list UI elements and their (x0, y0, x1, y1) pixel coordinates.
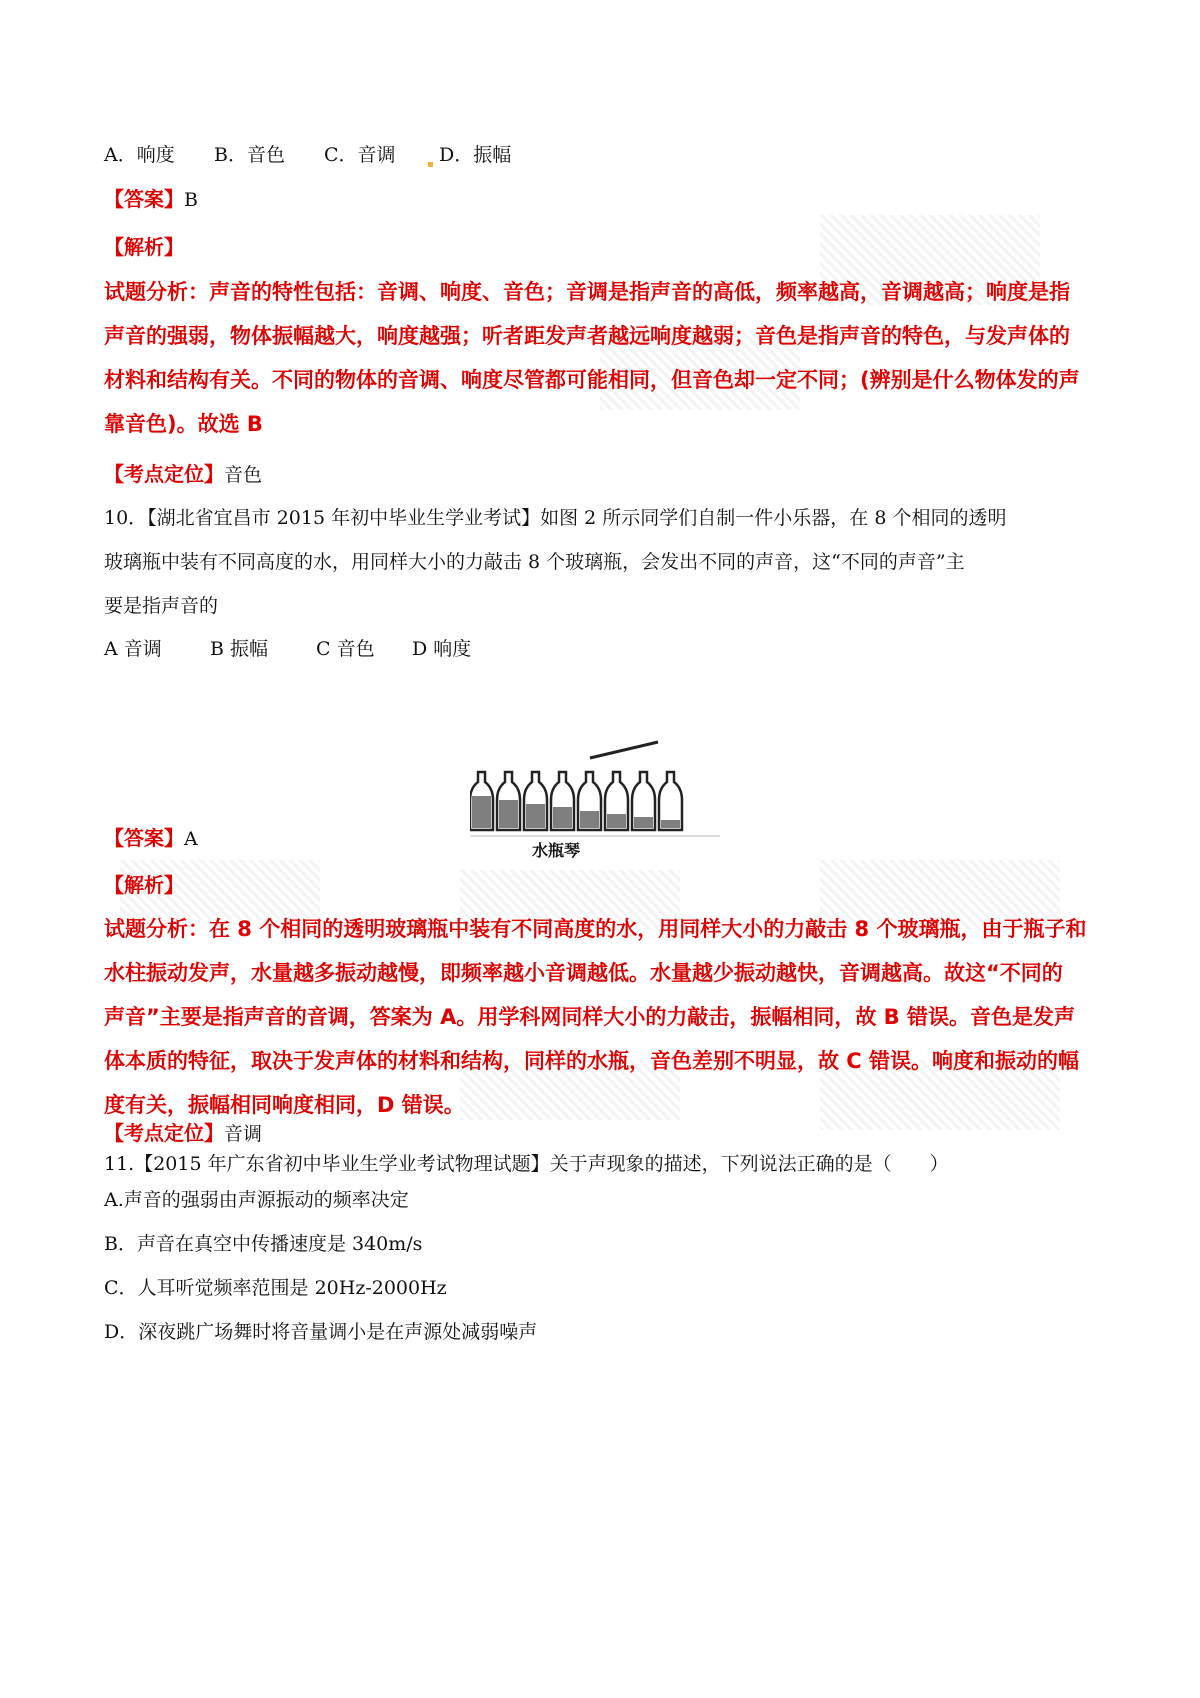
q10-option-d: D 响度 (412, 638, 472, 660)
q9-kaodian (104, 462, 262, 487)
q9-analysis-text (104, 270, 1104, 446)
q10-stem-line-1: 10．【湖北省宜昌市 2015 年初中毕业生学业考试】如图 2 所示同学们自制一件小乐器，在 8 个相同的透明 (104, 507, 1007, 529)
q9-answer-value: B (184, 189, 198, 211)
q10-option-b: B 振幅 (210, 638, 269, 660)
q10-options (104, 637, 471, 661)
q9-option-b: B．音色 (214, 144, 285, 166)
q9-analysis-line: 试题分析：声音的特性包括：音调、响度、音色；音调是指声音的高低，频率越高，音调越高；响度是指 (104, 280, 1070, 304)
q10-stem-line-2: 玻璃瓶中装有不同高度的水，用同样大小的力敲击 8 个玻璃瓶，会发出不同的声音，这“不同的声音”主 (104, 551, 965, 573)
q11-option-c: C．人耳听觉频率范围是 20Hz-2000Hz (104, 1277, 447, 1299)
q10-analysis-line: 度有关，振幅相同响度相同，D 错误。 (104, 1093, 465, 1117)
q10-analysis-line: 水柱振动发声，水量越多振动越慢，即频率越小音调越低。水量越少振动越快，音调越高。故这“不同的 (104, 961, 1063, 985)
q9-options (104, 143, 511, 167)
q9-analysis-line: 材料和结构有关。不同的物体的音调、响度尽管都可能相同，但音色却一定不同；(辨别是什么物体发的声 (104, 368, 1080, 392)
highlight-mark (428, 162, 433, 167)
q9-kaodian-value: 音色 (224, 464, 263, 486)
q9-option-c: C．音调 (324, 144, 396, 166)
figure-caption: 水瓶琴 (532, 841, 581, 860)
q10-kaodian-value: 音调 (224, 1123, 263, 1145)
q11-option-a: A.声音的强弱由声源振动的频率决定 (104, 1189, 409, 1211)
q11-stem: 11.【2015 年广东省初中毕业生学业考试物理试题】关于声现象的描述，下列说法正确的是（ ） (104, 1153, 949, 1175)
q10-stem-line-3: 要是指声音的 (104, 595, 219, 617)
q9-analysis-label: 【解析】 (104, 235, 184, 259)
q9-analysis-line: 声音的强弱，物体振幅越大，响度越强；听者距发声者越远响度越弱；音色是指声音的特色，与发声体的 (104, 324, 1070, 348)
q10-answer-value: A (184, 828, 198, 850)
q10-answer (104, 826, 198, 851)
q10-analysis-line: 体本质的特征，取决于发声体的材料和结构，同样的水瓶，音色差别不明显，故 C 错误。响度和振动的幅 (104, 1049, 1080, 1073)
q10-answer-label: 【答案】 (104, 826, 184, 850)
q11-option-b: B．声音在真空中传播速度是 340m/s (104, 1233, 423, 1255)
q10-analysis-label: 【解析】 (104, 873, 184, 897)
bottles-illustration (470, 740, 720, 862)
q9-answer (104, 187, 198, 212)
q10-analysis-text (104, 907, 1104, 1127)
q9-analysis-line: 靠音色)。故选 B (104, 412, 263, 436)
q10-kaodian-label: 【考点定位】 (104, 1121, 224, 1145)
q9-option-a: A．响度 (104, 144, 175, 166)
q11-option-d: D．深夜跳广场舞时将音量调小是在声源处减弱噪声 (104, 1321, 538, 1343)
q9-analysis-label-line (104, 235, 184, 260)
q10-option-c: C 音色 (316, 638, 375, 660)
q10-kaodian (104, 1121, 262, 1146)
q9-kaodian-label: 【考点定位】 (104, 462, 224, 486)
q9-answer-label: 【答案】 (104, 187, 184, 211)
q10-analysis-line: 声音”主要是指声音的音调，答案为 A。用学科网同样大小的力敲击，振幅相同，故 B 错误。音色是发声 (104, 1005, 1075, 1029)
q10-option-a: A 音调 (104, 638, 162, 660)
q10-analysis-line: 试题分析：在 8 个相同的透明玻璃瓶中装有不同高度的水，用同样大小的力敲击 8 个玻璃瓶，由于瓶子和 (104, 917, 1087, 941)
q10-analysis-label-line (104, 873, 184, 898)
water-bottle-figure (470, 740, 720, 862)
q9-option-d: D．振幅 (439, 144, 512, 166)
